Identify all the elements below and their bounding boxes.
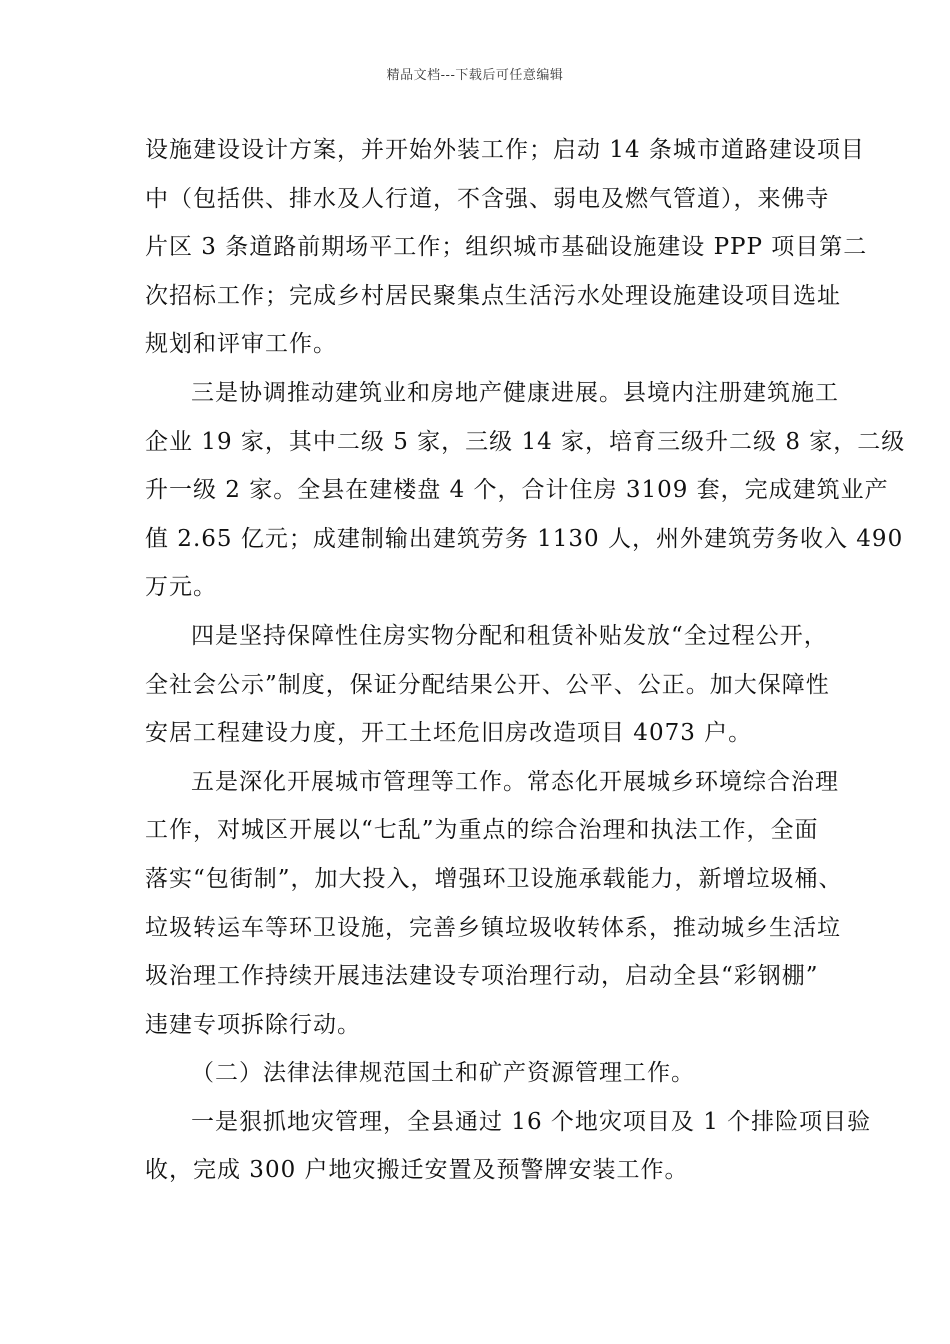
text-line: 收，完成 300 户地灾搬迁安置及预警牌安装工作。 [145, 1157, 689, 1184]
text-line: 五是深化开展城市管理等工作。常态化开展城乡环境综合治理 [191, 768, 839, 795]
text-line: （二）法律法律规范国土和矿产资源管理工作。 [191, 1060, 695, 1087]
text-line: 设施建设设计方案，并开始外装工作；启动 14 条城市道路建设项目 [145, 137, 865, 163]
text-line: 值 2.65 亿元；成建制输出建筑劳务 1130 人，州外建筑劳务收入 490 [145, 525, 904, 552]
page-header: 精品文档---下载后可任意编辑 [386, 68, 564, 83]
text-line: 中（包括供、排水及人行道，不含强、弱电及燃气管道），来佛寺 [145, 185, 830, 212]
text-line: 安居工程建设力度，开工土坯危旧房改造项目 4073 户。 [145, 720, 753, 747]
text-line: 一是狠抓地灾管理，全县通过 16 个地灾项目及 1 个排险项目验 [191, 1108, 872, 1135]
text-line: 次招标工作；完成乡村居民聚集点生活污水处理设施建设项目选址 [145, 282, 841, 309]
text-line: 违建专项拆除行动。 [145, 1011, 361, 1038]
text-line: 圾治理工作持续开展违法建设专项治理行动，启动全县“彩钢棚” [145, 963, 819, 990]
text-line: 落实“包街制”，加大投入，增强环卫设施承载能力，新增垃圾桶、 [145, 865, 843, 892]
text-line: 规划和评审工作。 [145, 331, 337, 358]
text-line: 升一级 2 家。全县在建楼盘 4 个，合计住房 3109 套，完成建筑业产 [145, 477, 889, 504]
text-line: 四是坚持保障性住房实物分配和租赁补贴发放“全过程公开， [191, 622, 828, 649]
text-line: 片区 3 条道路前期场平工作；组织城市基础设施建设 PPP 项目第二 [145, 234, 868, 261]
text-line: 万元。 [145, 574, 217, 601]
text-line: 垃圾转运车等环卫设施，完善乡镇垃圾收转体系，推动城乡生活垃 [145, 914, 841, 941]
document-body [145, 132, 906, 1201]
text-line: 企业 19 家，其中二级 5 家，三级 14 家，培育三级升二级 8 家，二级 [145, 428, 906, 455]
text-line: 工作，对城区开展以“七乱”为重点的综合治理和执法工作，全面 [145, 817, 819, 844]
text-line: 全社会公示”制度，保证分配结果公开、公平、公正。加大保障性 [145, 671, 830, 698]
text-line: 三是协调推动建筑业和房地产健康进展。县境内注册建筑施工 [191, 379, 839, 406]
